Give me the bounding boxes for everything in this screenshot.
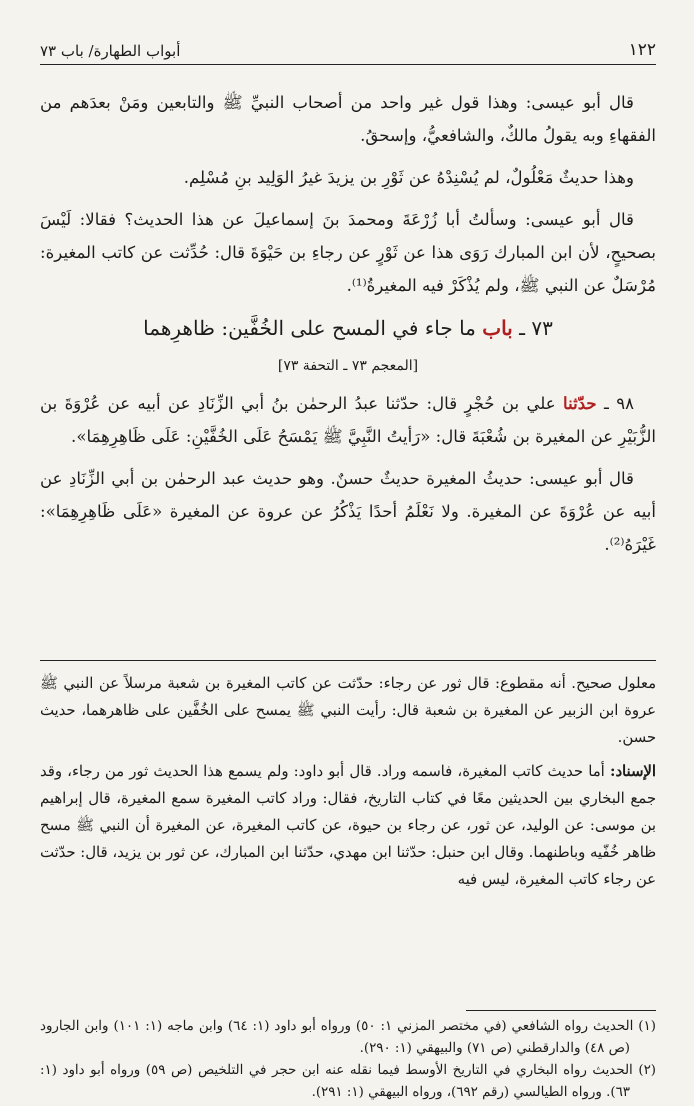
running-header bbox=[40, 40, 656, 65]
commentary-section bbox=[40, 670, 656, 900]
hadith-text: علي بن حُجْرٍ قال: حدّثنا عبدُ الرحمٰن بنُ أبي الزِّنَادِ عن أبيه عن عُرْوَةَ بن الزُّبَيْرِ عن المغيرة بن شُعْبَةَ قال: «رَأيتُ النَّبِيَّ ﷺ يَمْسَحُ عَلَى الخُفَّيْنِ: عَلَى ظَاهِرِهِمَا». bbox=[40, 394, 656, 446]
hadith-paragraph bbox=[40, 387, 656, 453]
hadith-haddathana: حدّثنا bbox=[563, 393, 597, 413]
body-paragraph: قال أبو عيسى: وهذا قول غير واحد من أصحاب النبيِّ ﷺ والتابعين ومَنْ بعدَهم من الفقهاءِ وبه يقولُ مالكٌ، والشافعيُّ، وإسحقُ. bbox=[40, 93, 656, 145]
body-paragraph: قال أبو عيسى: حديثُ المغيرة حديثٌ حسنٌ. وهو حديث عبد الرحمٰن بن أبي الزِّنَادِ عن أبيه عن عُرْوَةَ عن المغيرة. ولا نَعْلَمُ أحدًا يَذْكُرُ عن عروة عن المغيرة «عَلَى ظَاهِرِهِمَا»: غَيْرَهُ⁽²⁾. bbox=[40, 469, 656, 554]
footnote-2: (٢) الحديث رواه البخاري في التاريخ الأوسط فيما نقله عنه ابن حجر في التلخيص (ص ٥٩) ورواه أبو داود (١: ٦٣). ورواه الطيالسي (رقم ٦٩٢)، ورواه البيهقي (١: ٢٩١). bbox=[40, 1063, 656, 1100]
footnotes bbox=[40, 1016, 656, 1104]
running-title: أبواب الطهارة/ باب ٧٣ bbox=[40, 42, 181, 60]
isnad-text: أما حديث كاتب المغيرة، فاسمه وراد. قال أبو داود: ولم يسمع هذا الحديث ثور من رجاء، وقد جمع البخاري بين الحديثين معًا في كتاب التاريخ، فقال: وراد كاتب المغيرة سمع المغيرة، قال إبراهيم بن موسى: عن الوليد، عن ثور، عن رجاء بن حيوة، عن كاتب المغيرة، عن المغيرة أن النبي ﷺ مسح ظاهر خُفّيه وباطنهما. وقال ابن حنبل: حدّثنا ابن مهدي، حدّثنا ابن المبارك، عن ثور بن يزيد، قال: حدّثت عن رجاء كاتب المغيرة، ليس فيه bbox=[40, 763, 656, 888]
page-number: ١٢٢ bbox=[628, 40, 656, 60]
chapter-title: ما جاء في المسح على الخُفَّين: ظاهرِهما bbox=[143, 316, 476, 340]
footnote-divider bbox=[466, 1010, 656, 1011]
isnad-label: الإسناد: bbox=[610, 763, 656, 780]
section-divider bbox=[40, 660, 656, 661]
body-paragraph: وهذا حديثٌ مَعْلُولٌ، لم يُسْنِدْهُ عن ثَوْرِ بن يزيدَ غيرُ الوَلِيد بنِ مُسْلِم. bbox=[183, 168, 634, 187]
footnote-1: (١) الحديث رواه الشافعي (في مختصر المزني ١: ٥٠) ورواه أبو داود (١: ٦٤) وابن ماجه (١: ١٠١) وابن الجارود (ص ٤٨) والدارقطني (ص ٧١) والبيهقي (١: ٢٩٠). bbox=[40, 1019, 656, 1056]
commentary-paragraph: معلول صحيح. أنه مقطوع: قال ثور عن رجاء: حدّثت عن كاتب المغيرة بن شعبة مرسلاً عن النبي ﷺ عروة ابن الزبير عن المغيرة بن شعبة قال: رأيت النبي ﷺ يمسح على الخُفَّين على ظاهرهما، حديث حسن. bbox=[40, 675, 656, 746]
chapter-bab-word: باب bbox=[482, 316, 513, 340]
chapter-heading bbox=[40, 311, 656, 345]
hadith-number: ٩٨ ـ bbox=[604, 394, 635, 413]
isnad-paragraph bbox=[40, 758, 656, 893]
body-paragraph: قال أبو عيسى: وسألتُ أبا زُرْعَةَ ومحمدَ بنَ إسماعيلَ عن هذا الحديث؟ فقالا: لَيْسَ بصحيحٍ، لأن ابن المبارك رَوَى هذا عن ثَوْرٍ عن رجاءِ بن حَيْوَةَ قال: حُدِّثت عن كاتب المغيرة: مُرْسَلٌ عن النبي ﷺ، ولم يُذْكَرْ فيه المغيرةُ⁽¹⁾. bbox=[40, 210, 656, 295]
chapter-reference: [المعجم ٧٣ ـ التحفة ٧٣] bbox=[277, 358, 419, 374]
main-text bbox=[40, 86, 656, 570]
chapter-number: ٧٣ ـ bbox=[519, 316, 553, 340]
